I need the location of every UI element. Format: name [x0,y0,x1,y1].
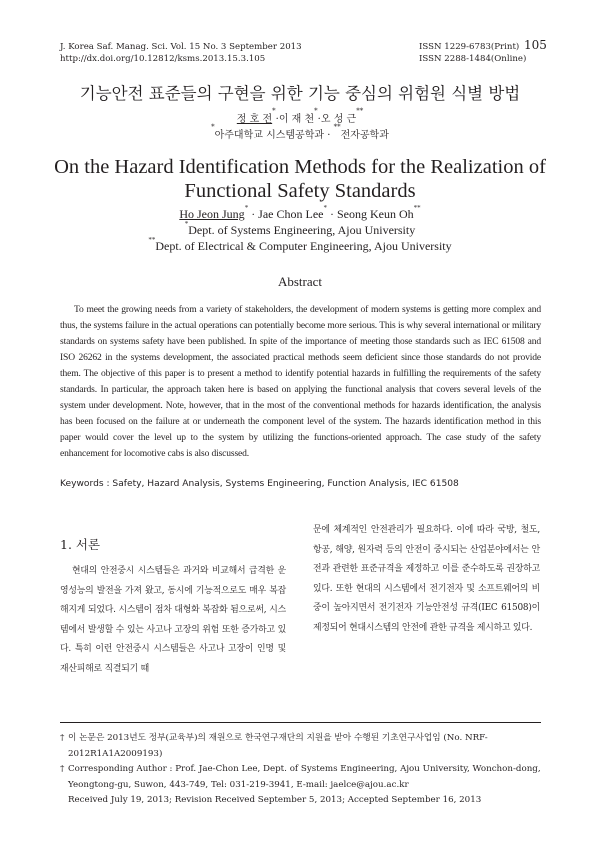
english-affiliation-2 [0,236,600,254]
author-mark: * [244,204,249,212]
korean-affiliation [0,123,600,141]
section-heading: 1. 서론 [60,537,101,552]
section-left-column: 현대의 안전중시 시스템들은 과거와 비교해서 급격한 운영성능의 발전을 가져 왔고, 동시에 기능적으로도 매우 복잡해지게 되었다. 시스템이 점차 대형화 복잡화 됨으로써, 시스템에서 발생할 수 있는 사고나 고장의 위험 또한 증가하고 있다. 특히 이런 안전중시 시스템들은 사고나 고장이 인명 및 재산피해로 직결되기 때 [60,566,286,674]
footnote-dates-text: Received July 19, 2013; Revision Received September 5, 2013; Accepted September 16, 2013 [68,795,482,805]
english-authors [0,204,600,222]
footnote-funding [60,731,550,762]
footnote-rule [60,722,541,723]
keywords: Keywords : Safety, Hazard Analysis, Systems Engineering, Function Analysis, IEC 61508 [60,479,459,489]
author-mark: ** [413,204,421,212]
affil-mark: ** [148,236,156,244]
english-affil-2-text: Dept. of Electrical & Computer Engineering, Ajou University [155,239,452,253]
author-mark: * [272,107,276,115]
english-title-line1: On the Hazard Identification Methods for the Realization of [54,156,546,178]
korean-authors [0,107,600,125]
korean-author-3: ·오 성 근 [317,114,357,125]
korean-affil-2: 전자공학과 [340,130,389,141]
affil-mark: * [184,220,189,228]
korean-title: 기능안전 표준들의 구현을 위한 기능 중심의 위험원 식별 방법 [79,84,521,103]
footnote-funding-text: 이 논문은 2013년도 정부(교육부)의 재원으로 한국연구재단의 지원을 받아 수행된 기초연구사업임 (No. NRF-2012R1A1A2009193) [68,733,488,759]
english-affil-1-text: Dept. of Systems Engineering, Ajou University [188,223,416,237]
english-author-3: · Seong Keun Oh [327,207,414,221]
footnote-corresponding [60,762,550,793]
korean-author-1: 정 호 전 [236,114,273,125]
author-mark: * [314,107,318,115]
author-mark: * [323,204,327,212]
issn-online: ISSN 2288-1484(Online) [419,54,527,64]
korean-affil-1: 아주대학교 시스템공학과 · [214,130,334,141]
english-title-line2: Functional Safety Standards [184,180,416,202]
abstract-text: To meet the growing needs from a variety of stakeholders, the development of modern systems is getting more complex and thus, the systems failure in the actual operations can potentially become more serious. This is why several international or military standards on systems safety have been published. In spite of the importance of meeting those standards such as IEC 61508 and ISO 26262 in the systems development, the associated practical methods seem deficient since those standards do not provide them. The objective of this paper is to present a method to identify potential hazards in fulfilling the requirements of the safety standards. In particular, the approach taken here is based on applying the functional analysis that covers several levels of the system under development. Note, however, that in the most of the conventional methods for hazards identification, the analysis has been focused on the failure at or underneath the component level of the system. The hazards identification method in this paper would cover the level up to the system by utilizing the functions-oriented approach. The case study of the safety enhancement for locomotive cabs is also discussed. [60,304,541,459]
doi-line: http://dx.doi.org/10.12812/ksms.2013.15.3.105 [60,54,266,64]
issn-print: ISSN 1229-6783(Print) [419,42,520,52]
english-author-2: · Jae Chon Lee [248,207,324,221]
page-number: 105 [524,38,547,52]
english-author-1: Ho Jeon Jung [179,207,245,221]
footnote-dates [60,793,550,809]
abstract-heading: Abstract [277,274,323,289]
author-mark: ** [356,107,364,115]
affil-mark: * [211,123,215,131]
section-right-column: 문에 체계적인 안전관리가 필요하다. 이에 따라 국방, 철도, 항공, 해양, 원자력 등의 안전이 중시되는 산업분야에서는 안전과 관련한 표준규격을 제정하고 이를 준수하도록 권장하고 있다. 또한 현대의 시스템에서 전기전자 및 소프트웨어의 비중이 높아지면서 전기전자 기능안전성 규격(IEC 61508)이 제정되어 현대시스템의 안전에 관한 규격을 제시하고 있다. [313,525,540,633]
affil-mark: ** [333,123,341,131]
footnote-corresponding-text: Corresponding Author : Prof. Jae-Chon Lee, Dept. of Systems Engineering, Ajou University, Wonchon-dong, Yeongtong-gu, Suwon, 443-749, Tel: 031-219-3941, E-mail: jaelce@ajou.ac.kr [68,764,541,790]
dagger-mark: † [60,764,65,774]
korean-author-2: ·이 재 천 [275,114,315,125]
dagger-mark: † [60,733,65,743]
english-affiliation-1 [0,220,600,238]
journal-citation: J. Korea Saf. Manag. Sci. Vol. 15 No. 3 September 2013 [60,42,302,52]
